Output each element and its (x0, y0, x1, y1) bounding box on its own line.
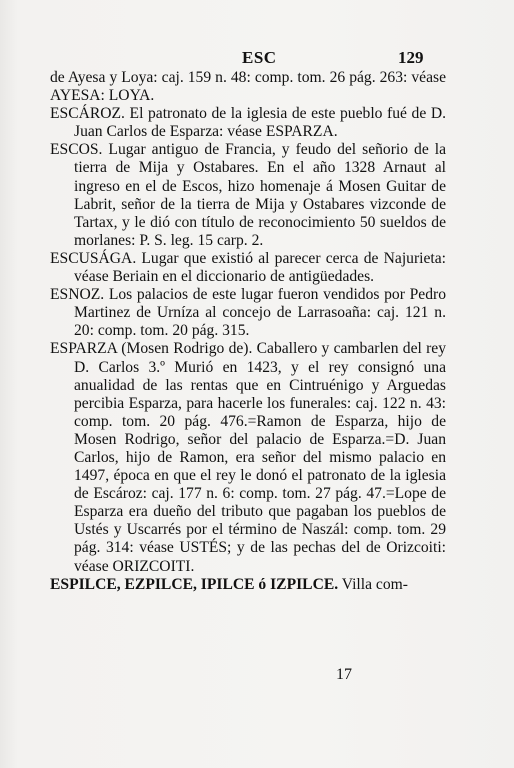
entry-text: Villa com- (338, 575, 408, 593)
signature-mark: 17 (336, 666, 352, 683)
entry-continuation (50, 69, 446, 105)
page-number: 129 (398, 48, 424, 67)
entry-headword: ESPARZA (50, 340, 118, 358)
entry-text: Lugar que existió al parecer cerca de Najurieta: véase Beriain en el diccionario de antigüedades. (74, 249, 446, 286)
page-header (0, 48, 514, 70)
entry-headword: ESPILCE, EZPILCE, IPILCE ó IZPILCE. (50, 575, 339, 593)
entry-text: de Ayesa y Loya: caj. 159 n. 48: comp. tom. 26 pág. 263: véase AYESA: LOYA. (50, 69, 446, 105)
entry-espilce (50, 576, 446, 594)
entry-headword: ESNOZ. (50, 286, 105, 304)
entry-escos (50, 141, 446, 250)
entry-escaroz (50, 105, 446, 141)
entry-text: El patronato de la iglesia de este pueblo fué de D. Juan Carlos de Esparza: véase ESPARZA. (74, 105, 446, 141)
entry-headword: ESCÁROZ. (50, 105, 125, 123)
entry-esnoz (50, 286, 446, 340)
entry-headword: ESCOS. (50, 141, 103, 159)
dictionary-text (50, 69, 446, 594)
entry-escusaga (50, 250, 446, 286)
entry-text: Los palacios de este lugar fueron vendidos por Pedro Martinez de Urníza al concejo de Larrasoaña: caj. 121 n. 20: comp. tom. 20 pág. 315. (74, 286, 446, 340)
entry-headword: ESCUSÁGA. (50, 249, 137, 267)
running-head: ESC (242, 48, 277, 67)
entry-esparza (50, 340, 446, 575)
entry-text: (Mosen Rodrigo de). Caballero y cambarlen del rey D. Carlos 3.º Murió en 1423, y el rey consignó una anualidad de las rentas que en Cintruénigo y Arguedas percibia Esparza, para hacerle los funerales: caj. 122 n. 43: comp. tom. 20 pág. 476.=Ramon de Esparza, hijo de Mosen Rodrigo, señor del palacio de Esparza.=D. Juan Carlos, hijo de Ramon, era señor del mismo palacio en 1497, época en que el rey le donó el patronato de la iglesia de Escároz: caj. 177 n. 6: comp. tom. 27 pág. 47.=Lope de Esparza era dueño del tributo que pagaban los pueblos de Ustés y Uscarrés por el término de Naszál: comp. tom. 29 pág. 314: véase USTÉS; y de las pechas del de Orizcoiti: véase ORIZCOITI. (74, 340, 446, 575)
entry-text: Lugar antiguo de Francia, y feudo del señorio de la tierra de Mija y Ostabares. En el año 1328 Arnaut al ingreso en el de Escos, hizo homenaje á Mosen Guitar de Labrit, señor de la tierra de Mija y Ostabares vizconde de Tartax, y le dió con título de reconocimiento 50 sueldos de morlanes: P. S. leg. 15 carp. 2. (74, 141, 446, 249)
